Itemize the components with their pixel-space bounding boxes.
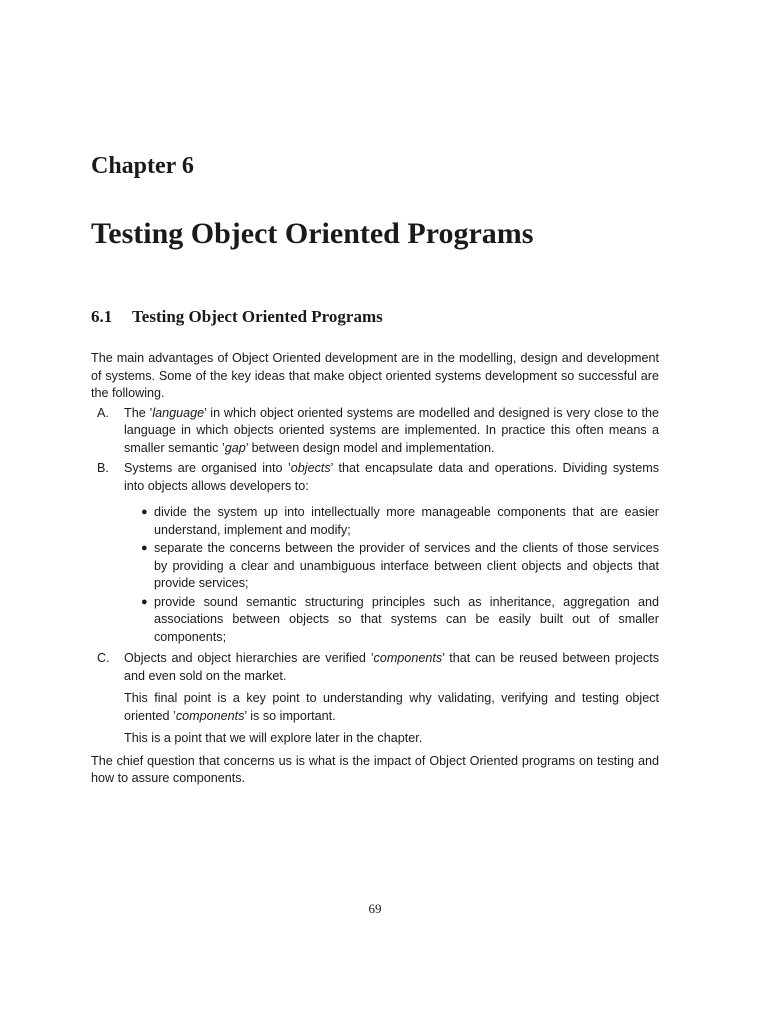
bullet-text: divide the system up into intellectually more manageable components that are easier understand, implement and modify; — [154, 505, 659, 537]
list-item-c-text-end: ’ that can be reused between projects and even sold on the market. — [124, 651, 659, 683]
list-item-c-text-start: Objects and object hierarchies are verified ’ — [124, 651, 374, 665]
chapter-title: Testing Object Oriented Programs — [91, 217, 534, 250]
bullet-text: separate the concerns between the provider of services and the clients of those services by providing a clear and unambiguous interface between client objects and objects that provide services; — [154, 541, 659, 590]
paragraph-2-text-start: This final point is a key point to understanding why validating, verifying and testing object oriented ’ — [124, 691, 659, 723]
list-item-b-text-start: Systems are organised into ’ — [124, 461, 291, 475]
list-item-c-paragraph-3: This is a point that we will explore later in the chapter. — [124, 731, 423, 745]
term-gap: gap — [224, 440, 246, 455]
list-item-a-text-start: The ’ — [124, 405, 153, 420]
list-item-b — [91, 460, 659, 646]
document-page — [91, 0, 659, 1024]
term-components-2: components — [175, 708, 245, 723]
developer-benefits-list — [124, 504, 659, 646]
section-heading — [91, 306, 383, 328]
bullet-item — [124, 504, 659, 539]
bullet-text: provide sound semantic structuring principles such as inheritance, aggregation and associations between objects so that systems can be easily built out of smaller components; — [154, 594, 659, 644]
bullet-icon: ● — [141, 506, 148, 518]
bullet-icon: ● — [141, 542, 148, 554]
page-number: 69 — [368, 901, 382, 916]
list-item-b-text-end: ’ that encapsulate data and operations. Dividing systems into objects allows developers to: — [124, 461, 659, 493]
term-objects: objects — [290, 461, 331, 475]
paragraph-2-text-end: ’ is so important. — [244, 708, 336, 723]
chapter-label: Chapter 6 — [91, 153, 194, 179]
bullet-icon: ● — [141, 595, 148, 608]
term-components: components — [373, 651, 443, 665]
list-marker-a: A. — [97, 405, 109, 420]
list-item-a-text-middle: ’ in which object oriented systems are modelled and designed is very close to the language in which objects oriented systems are implemented. In practice this often means a smaller semantic ’ — [124, 405, 659, 455]
list-item-a-text-end: ’ between design model and implementation. — [245, 440, 495, 455]
term-language: language — [152, 405, 205, 420]
list-marker-c: C. — [97, 651, 110, 665]
list-item-c-paragraph-2 — [124, 690, 659, 725]
list-item-a — [91, 405, 659, 458]
list-marker-b: B. — [97, 461, 109, 475]
closing-paragraph: The chief question that concerns us is what is the impact of Object Oriented programs on testing and how to assure components. — [91, 753, 659, 785]
section-number: 6.1 — [91, 307, 113, 326]
bullet-item — [124, 594, 659, 647]
advantages-list — [91, 405, 659, 748]
bullet-item — [124, 540, 659, 593]
intro-paragraph: The main advantages of Object Oriented development are in the modelling, design and development of systems. Some of the key ideas that make object oriented systems development so successful are the following. — [91, 351, 659, 400]
list-item-c — [91, 650, 659, 748]
body-text — [91, 350, 659, 788]
section-title: Testing Object Oriented Programs — [132, 307, 383, 326]
